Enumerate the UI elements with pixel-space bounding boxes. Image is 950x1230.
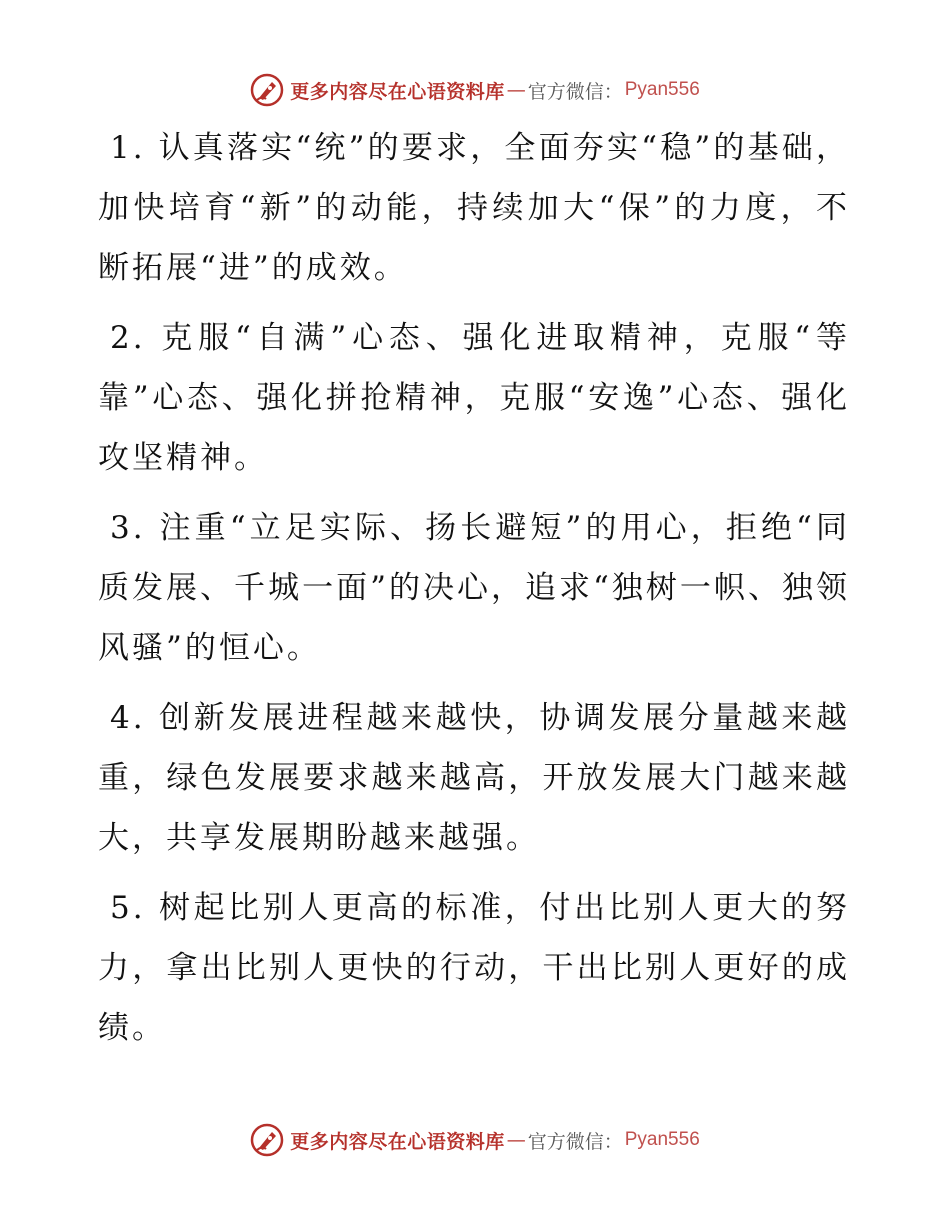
banner-dash: — [506, 79, 526, 101]
header-watermark-banner [0, 70, 950, 110]
banner-dash: — [506, 1129, 526, 1151]
banner-wechat-label: 官方微信： [527, 80, 623, 103]
document-body [98, 118, 850, 1068]
pen-nib-logo-icon [250, 73, 284, 107]
paragraph-2: 2. 克服“自满”心态、强化进取精神，克服“等靠”心态、强化拼抢精神，克服“安逸”心态、强化攻坚精神。 [98, 320, 850, 476]
banner-text [290, 77, 700, 104]
banner-wechat-id: Pyan556 [624, 1129, 700, 1150]
banner-site-name: 更多内容尽在心语资料库 [290, 1130, 505, 1153]
pen-nib-logo-icon [250, 1123, 284, 1157]
paragraph-4: 4. 创新发展进程越来越快，协调发展分量越来越重，绿色发展要求越来越高，开放发展大门越来越大，共享发展期盼越来越强。 [98, 700, 850, 856]
paragraph-1: 1. 认真落实“统”的要求，全面夯实“稳”的基础，加快培育“新”的动能，持续加大“保”的力度，不断拓展“进”的成效。 [98, 130, 850, 286]
banner-site-name: 更多内容尽在心语资料库 [290, 80, 505, 103]
banner-text [290, 1127, 700, 1154]
paragraph-5: 5. 树起比别人更高的标准，付出比别人更大的努力，拿出比别人更快的行动，干出比别人更好的成绩。 [98, 890, 850, 1046]
banner-wechat-id: Pyan556 [624, 79, 700, 100]
paragraph-3: 3. 注重“立足实际、扬长避短”的用心，拒绝“同质发展、千城一面”的决心，追求“独树一帜、独领风骚”的恒心。 [98, 510, 850, 666]
footer-watermark-banner [0, 1120, 950, 1160]
banner-wechat-label: 官方微信： [527, 1130, 623, 1153]
